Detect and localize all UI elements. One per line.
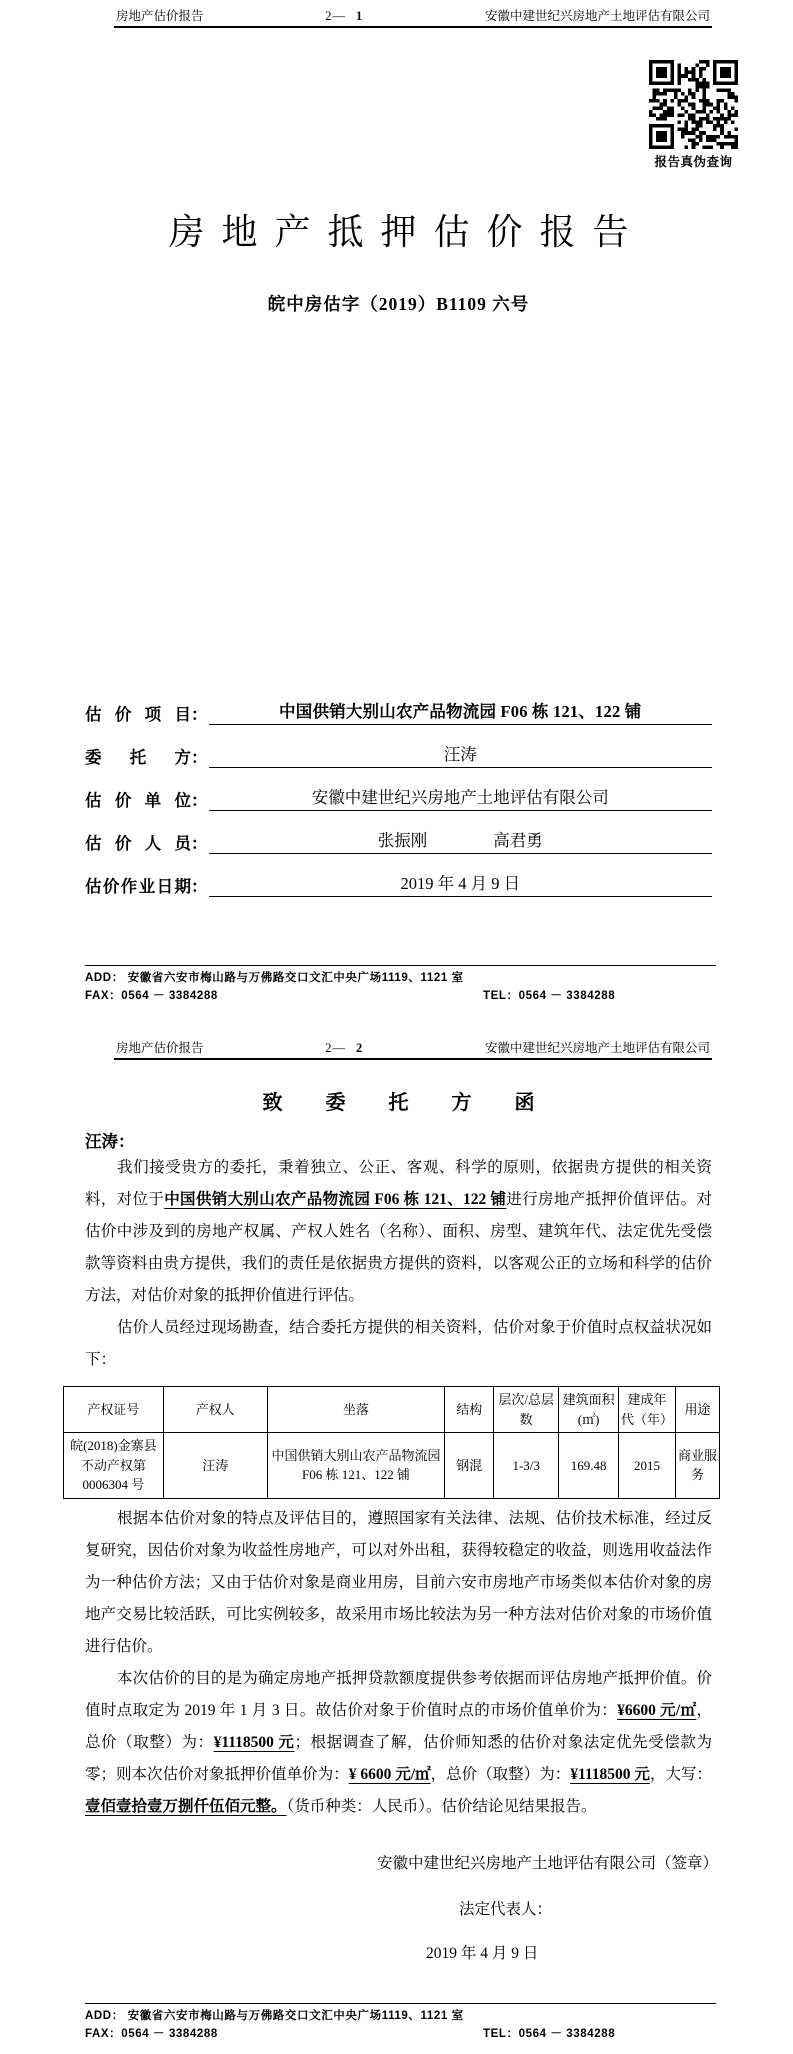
letter-page [0,1032,793,2054]
paragraph-text: （货币种类：人民币）。估价结论见结果报告。 [286,1797,597,1815]
page-number-prefix: 2— [325,1041,346,1055]
col-certificate-no: 产权证号 [64,1387,164,1433]
letter-salutation: 汪涛： [85,1132,135,1151]
page2-footer [85,2003,716,2044]
footer-address: ADD： 安徽省六安市梅山路与万佛路交口文汇中央广场1119、1121 室 [85,2010,464,2023]
field-appraisal-agency [85,768,712,811]
field-colon: ： [191,748,208,767]
mortgage-total-price: ¥1118500 元 [570,1765,650,1783]
cover-content [85,204,712,897]
cell-year-built: 2015 [619,1433,676,1499]
qr-code-label: 报告真伪查询 [654,155,733,169]
footer-fax: FAX：0564 － 3384288 [85,990,218,1003]
header-left-label: 房地产估价报告 [116,9,204,23]
legal-representative-line: 法定代表人： [459,1900,553,1918]
field-label: 估价人员 [85,834,191,853]
footer-address: ADD： 安徽省六安市梅山路与万佛路交口文汇中央广场1119、1121 室 [85,972,464,985]
field-label: 估价单位 [85,791,191,810]
paragraph-text: ，总价（取整）为： [85,1701,712,1751]
footer-contact-line [85,988,716,1006]
col-floors: 层次/总层数 [494,1387,559,1433]
header-company-name: 安徽中建世纪兴房地产土地评估有限公司 [484,1041,710,1055]
field-colon: ： [191,791,208,810]
field-client [85,725,712,768]
page2-number [325,1041,363,1056]
header-company-name: 安徽中建世纪兴房地产土地评估有限公司 [484,9,710,23]
col-structure: 结构 [445,1387,494,1433]
page-number-value: 1 [356,9,364,23]
qr-code-svg [649,60,738,149]
cell-usage: 商业服务 [676,1433,720,1499]
footer-contact-line [85,2026,716,2044]
field-value: 汪涛 [209,741,713,768]
property-name-highlight: 中国供销大别山农产品物流园 F06 栋 121、122 铺 [164,1191,507,1208]
field-value: 安徽中建世纪兴房地产土地评估有限公司 [209,784,713,811]
field-value: 张振刚 高君勇 [209,827,713,854]
field-label: 估价项目 [85,705,191,724]
field-colon: ： [191,877,208,896]
paragraph-text: ，总价（取整）为： [430,1765,571,1783]
letter-title: 致 委 托 方 函 [262,1092,554,1114]
field-label: 委托方 [85,748,191,767]
paragraph-text: 进行房地产抵押价值评估。对估价中涉及到的房地产权属、产权人姓名（名称）、面积、房型、建筑年代、法定优先受偿款等资料由贵方提供，我们的责任是依据贵方提供的资料，以客观公正的立场和科学的估价方法，对估价对象的抵押价值进行评估。 [85,1191,712,1304]
table-header-row [64,1387,720,1433]
cell-location: 中国供销大别山农产品物流园 F06 栋 121、122 铺 [267,1433,445,1499]
paragraph-text: ，大写： [649,1765,712,1783]
col-usage: 用途 [676,1387,720,1433]
field-appraisal-date [85,854,712,897]
cell-certificate-no: 皖(2018)金寨县不动产权第0006304 号 [64,1433,164,1499]
market-unit-price: ¥6600 元/㎡ [617,1701,697,1719]
field-colon: ： [191,834,208,853]
property-rights-table [63,1386,720,1499]
cell-floors: 1-3/3 [494,1433,559,1499]
page-number-value: 2 [356,1041,364,1055]
signature-date: 2019 年 4 月 9 日 [426,1944,539,1962]
footer-fax: FAX：0564 － 3384288 [85,2028,218,2041]
letter-paragraph-4 [85,1663,712,1823]
field-colon: ： [191,705,208,724]
page1-footer [85,965,716,1006]
field-label: 估价作业日期 [85,877,191,896]
document-title: 房地产抵押估价报告 [168,212,646,252]
letter-paragraph-2: 估价人员经过现场勘查，结合委托方提供的相关资料，估价对象于价值时点权益状况如下： [85,1319,712,1368]
field-value: 2019 年 4 月 9 日 [209,870,713,897]
report-number: 皖中房估字（2019）B1109 六号 [267,294,530,314]
col-owner: 产权人 [163,1387,267,1433]
letter-paragraph-3: 根据本估价对象的特点及评估目的，遵照国家有关法律、法规、估价技术标准，经过反复研究，因估价对象为收益性房地产，可以对外出租，获得较稳定的收益，则选用收益法作为一种估价方法；又由于估价对象是商业用房，目前六安市房地产市场类似本估价对象的房地产交易比较活跃，可比实例较多，故采用市场比较法为另一种方法对估价对象的市场价值进行估价。 [85,1509,712,1655]
col-year-built: 建成年代（年） [619,1387,676,1433]
field-value: 中国供销大别山农产品物流园 F06 栋 121、122 铺 [209,698,713,725]
col-location: 坐落 [267,1387,445,1433]
letter-paragraph-1 [85,1152,712,1312]
letter-content [70,1086,718,1963]
paragraph-text: ；根据调查了解，估价师知悉的估价对象法定优先受偿款为零；则本次估价对象抵押价值单价为： [85,1733,712,1783]
report-verification-qr [649,60,738,170]
col-floor-area: 建筑面积(㎡) [559,1387,619,1433]
cell-owner: 汪涛 [163,1433,267,1499]
table-row [64,1433,720,1499]
market-total-price: ¥1118500 元 [213,1733,295,1751]
page1-number [325,9,363,24]
footer-tel: TEL：0564 － 3384288 [483,2028,616,2041]
page1-header [114,0,712,28]
paragraph-text: 我们接受贵方的委托，秉着独立、公正、客观、科学的原则，依据贵方提供的相关资料，对位于 [85,1159,712,1208]
field-appraisers [85,811,712,854]
footer-tel: TEL：0564 － 3384288 [483,990,616,1003]
cover-form [85,682,712,897]
amount-in-words: 壹佰壹拾壹万捌仟伍佰元整。 [85,1797,287,1815]
page2-header [114,1032,712,1060]
company-signature-line: 安徽中建世纪兴房地产土地评估有限公司（签章） [376,1854,718,1872]
paragraph-text: 本次估价的目的是为确定房地产抵押贷款额度提供参考依据而评估房地产抵押价值。价值时点取定为 2019 年 1 月 3 日。故估价对象于价值时点的市场价值单价为： [85,1669,712,1719]
mortgage-unit-price: ¥ 6600 元/㎡ [348,1765,431,1783]
page-number-prefix: 2— [325,9,346,23]
header-left-label: 房地产估价报告 [116,1041,204,1055]
cell-floor-area: 169.48 [559,1433,619,1499]
cell-structure: 钢混 [445,1433,494,1499]
field-appraisal-project [85,682,712,725]
